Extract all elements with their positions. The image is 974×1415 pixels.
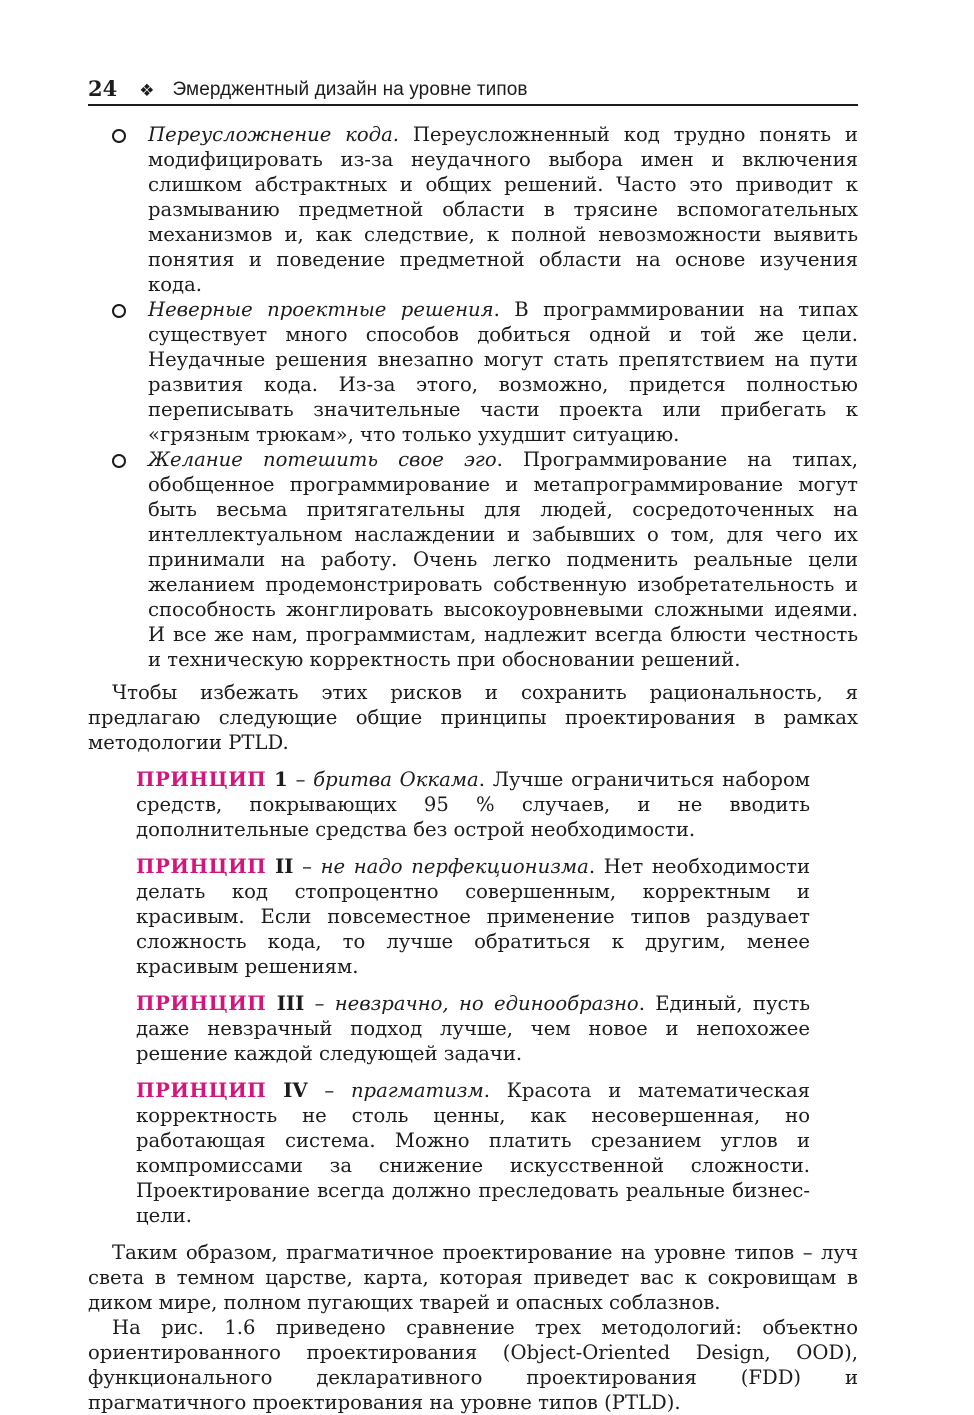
- principle-name: невзрачно, но единообразно: [334, 992, 639, 1015]
- principle-label: ПРИНЦИП: [136, 855, 267, 878]
- page-number: 24: [88, 76, 118, 101]
- dash: –: [314, 992, 325, 1015]
- dash: –: [324, 1079, 335, 1102]
- principle-text: . Красота и математическая корректность не столь ценны, как несовершенная, но работающая система. Можно платить срезанием углов и компромиссами за снижение искусственной сложности. Проектирование всегда должно преследовать реальные бизнес-цели.: [136, 1079, 811, 1227]
- principle-2: [136, 854, 810, 979]
- body-text: [88, 122, 858, 1415]
- principle-text: . Нет необходимости делать код стопроцентно совершенным, корректным и красивым. Если повсеместное применение типов раздувает сложность кода, то лучше обратиться к другим, менее красивым решениям.: [136, 855, 811, 978]
- risk-term: Желание потешить свое эго: [148, 448, 497, 471]
- principle-label: ПРИНЦИП: [136, 768, 267, 791]
- principle-label: ПРИНЦИП: [136, 992, 267, 1015]
- risk-list: [88, 122, 858, 672]
- risk-text: . Программирование на типах, обобщенное программирование и метапрограммирование могут быть весьма притягательны для людей, сосредоточенных на интеллектуальном наслаждении и забывших о том, для чего их принимали на работу. Очень легко подменить реальные цели желанием продемонстрировать собственную изобретательность и способность жонглировать высокоуровневыми сложными идеями. И все же нам, программистам, надлежит всегда блюсти честность и техническую корректность при обосновании решений.: [148, 448, 858, 671]
- principle-text: . Единый, пусть даже невзрачный подход лучше, чем новое и непохожее решение каждой следующей задачи.: [136, 992, 810, 1065]
- risk-term: Неверные проектные решения: [148, 298, 494, 321]
- circle-bullet-icon: [112, 304, 126, 318]
- risk-text: . В программировании на типах существует много способов добиться одной и той же цели. Неудачные решения внезапно могут стать препятствием на пути развития кода. Из-за этого, возможно, придется полностью переписывать значительные части проекта или прибегать к «грязным трюкам», что только ухудшит ситуацию.: [148, 298, 858, 446]
- dash: –: [302, 855, 312, 878]
- principle-name: не надо перфекционизма: [320, 855, 589, 878]
- risk-text: Переусложненный код трудно понять и модифицировать из-за неудачного выбора имен и включения слишком абстрактных и общих решений. Часто это приводит к размыванию предметной области в трясине вспомогательных механизмов и, как следствие, к полной невозможности выявить понятия и поведение предметной области на основе изучения кода.: [148, 123, 858, 296]
- principle-4: [136, 1078, 810, 1228]
- intro-paragraph: Чтобы избежать этих рисков и сохранить рациональность, я предлагаю следующие общие принципы проектирования в рамках методологии PTLD.: [88, 681, 858, 754]
- principles-block: [136, 767, 810, 1228]
- principle-name: бритва Оккама: [313, 768, 479, 791]
- dash: –: [295, 768, 306, 791]
- principle-name: прагматизм: [350, 1079, 484, 1102]
- principle-number: II: [275, 855, 294, 878]
- principle-text: . Лучше ограничиться набором средств, покрывающих 95 % случаев, и не вводить дополнительные средства без острой необходимости.: [136, 768, 810, 841]
- principle-1: [136, 767, 810, 842]
- running-title: Эмерджентный дизайн на уровне типов: [172, 79, 528, 100]
- principle-label: ПРИНЦИП: [136, 1079, 267, 1102]
- principle-number: IV: [283, 1079, 308, 1102]
- list-item: [88, 447, 858, 672]
- circle-bullet-icon: [112, 454, 126, 468]
- circle-bullet-icon: [112, 129, 126, 143]
- running-header: [88, 72, 858, 106]
- principle-number: 1: [274, 768, 288, 791]
- list-item: [88, 122, 858, 297]
- list-item: [88, 297, 858, 447]
- principle-number: III: [276, 992, 305, 1015]
- conclusion-paragraph: Таким образом, прагматичное проектирование на уровне типов – луч света в темном царстве, карта, которая приведет вас к сокровищам в диком мире, полном пугающих тварей и опасных соблазнов.: [88, 1241, 858, 1314]
- risk-term: Переусложнение кода.: [148, 123, 399, 146]
- figure-reference-paragraph: На рис. 1.6 приведено сравнение трех методологий: объектно ориентированного проектирования (Object-Oriented Design, OOD), функционального декларативного проектирования (FDD) и прагматичного проектирования на уровне типов (PTLD).: [88, 1316, 858, 1414]
- principle-3: [136, 991, 810, 1066]
- ornament-icon: ❖: [139, 81, 155, 100]
